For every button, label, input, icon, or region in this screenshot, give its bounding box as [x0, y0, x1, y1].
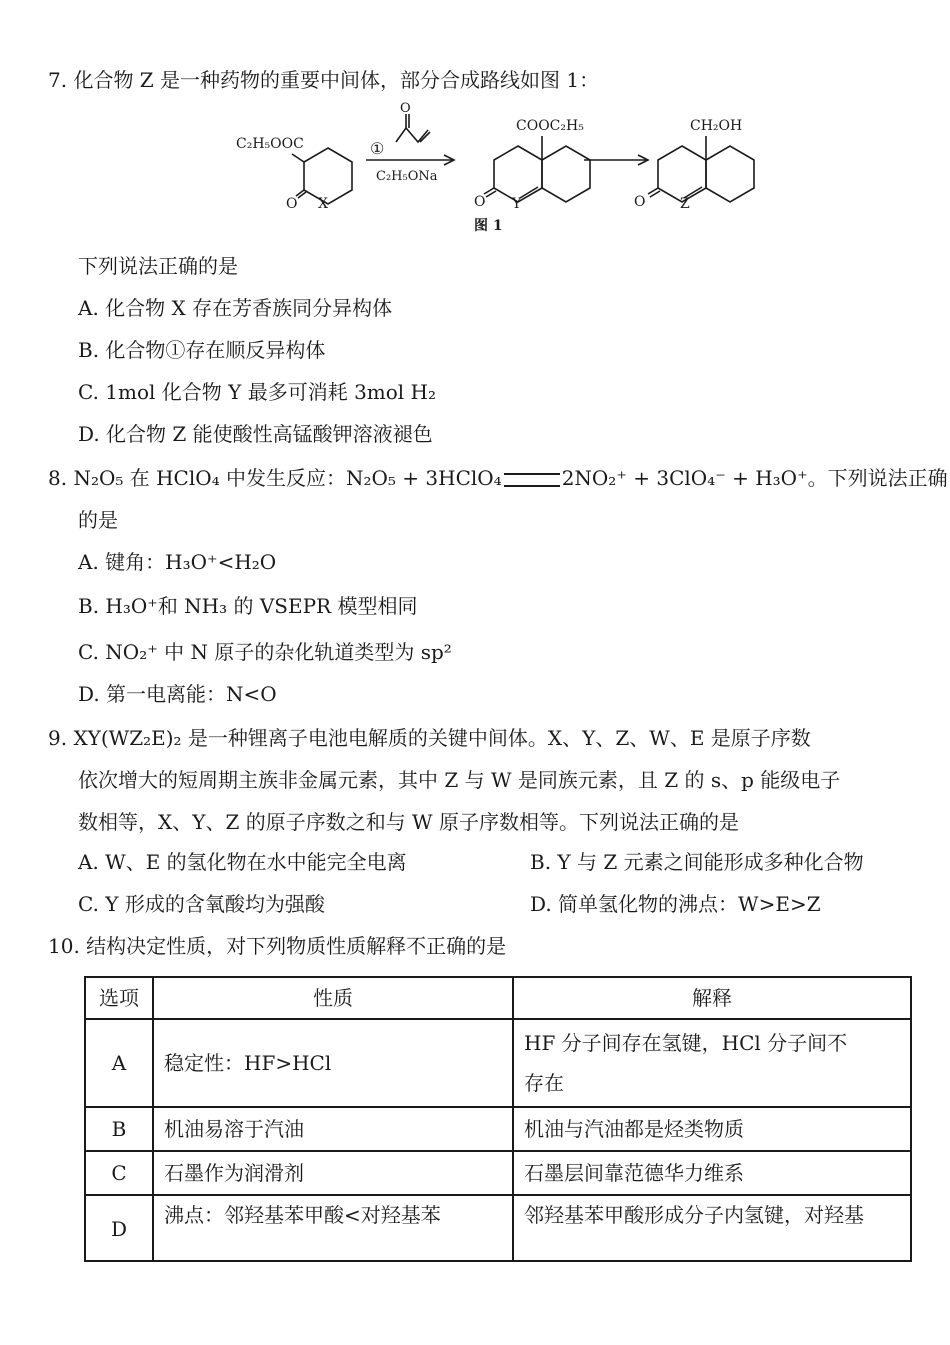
- header-option: 选项: [85, 977, 153, 1019]
- q7-option-b: B. 化合物①存在顺反异构体: [78, 338, 326, 362]
- q7-option-a: A. 化合物 X 存在芳香族同分异构体: [78, 296, 393, 320]
- compound-z-substituent: CH₂OH: [690, 118, 743, 134]
- table-header-row: [85, 977, 911, 1019]
- q7-prompt: 下列说法正确的是: [78, 254, 238, 278]
- q8-option-b: B. H₃O⁺和 NH₃ 的 VSEPR 模型相同: [78, 594, 418, 618]
- table-row: [85, 1019, 911, 1107]
- row-option: [85, 1195, 153, 1261]
- row-property: 石墨作为润滑剂: [153, 1151, 513, 1195]
- q8-stem: [48, 464, 948, 492]
- reagent-marker: ①: [370, 139, 385, 158]
- row-explanation-line2: 存在: [524, 1071, 564, 1095]
- q7-option-c: C. 1mol 化合物 Y 最多可消耗 3mol H₂: [78, 380, 437, 404]
- q7-stem: 7. 化合物 Z 是一种药物的重要中间体，部分合成路线如图 1：: [48, 68, 600, 92]
- row-option: A: [85, 1019, 153, 1107]
- row-explanation-text: 邻羟基苯甲酸形成分子内氢键，对羟基: [524, 1203, 864, 1227]
- row-property: 机油易溶于汽油: [153, 1107, 513, 1151]
- label-y: Y: [512, 196, 522, 212]
- row-explanation: [513, 1195, 911, 1261]
- compound-x-substituent: C₂H₅OOC: [236, 136, 304, 152]
- q9-option-d: D. 简单氢化物的沸点：W>E>Z: [530, 892, 821, 916]
- header-explanation: 解释: [513, 977, 911, 1019]
- q9-option-c: C. Y 形成的含氧酸均为强酸: [78, 892, 325, 916]
- q10-stem: 10. 结构决定性质，对下列物质性质解释不正确的是: [48, 934, 507, 958]
- table-row: [85, 1107, 911, 1151]
- row-option: C: [85, 1151, 153, 1195]
- reagent-oxygen: O: [400, 101, 411, 116]
- compound-y-structure: [484, 136, 590, 202]
- row-explanation: 机油与汽油都是烃类物质: [513, 1107, 911, 1151]
- q9-option-a: A. W、E 的氢化物在水中能完全电离: [78, 850, 407, 874]
- row-explanation: 石墨层间靠范德华力维系: [513, 1151, 911, 1195]
- compound-x-oxygen: O: [286, 196, 298, 212]
- q9-stem-line2: 依次增大的短周期主族非金属元素，其中 Z 与 W 是同族元素，且 Z 的 s、p 能级电子: [78, 768, 841, 792]
- table-row: [85, 1195, 911, 1261]
- compound-y-substituent: COOC₂H₅: [516, 118, 584, 134]
- compound-z-structure: [648, 136, 754, 202]
- row-property: [153, 1195, 513, 1261]
- header-property: 性质: [153, 977, 513, 1019]
- q7-option-d: D. 化合物 Z 能使酸性高锰酸钾溶液褪色: [78, 422, 433, 446]
- equals-sign: [504, 473, 560, 487]
- row-option: B: [85, 1107, 153, 1151]
- row-property: 稳定性：HF>HCl: [153, 1019, 513, 1107]
- q8-option-c: C. NO₂⁺ 中 N 原子的杂化轨道类型为 sp²: [78, 640, 452, 664]
- row-property-text: 沸点：邻羟基苯甲酸<对羟基苯: [164, 1203, 441, 1227]
- q8-stem-start: 8. N₂O₅ 在 HClO₄ 中发生反应：N₂O₅ + 3HClO₄: [48, 466, 502, 490]
- row-option-text: D: [110, 1217, 128, 1241]
- row-explanation-line1: HF 分子间存在氢键，HCl 分子间不: [524, 1031, 848, 1055]
- properties-table: [84, 976, 912, 1262]
- q8-stem-end: 2NO₂⁺ + 3ClO₄⁻ + H₃O⁺。下列说法正确: [561, 466, 948, 490]
- q9-stem-line3: 数相等，X、Y、Z 的原子序数之和与 W 原子序数相等。下列说法正确的是: [78, 810, 739, 834]
- compound-y-oxygen: O: [474, 194, 486, 210]
- reagent-condition: C₂H₅ONa: [376, 169, 438, 184]
- figure-caption: 图 1: [474, 218, 503, 234]
- q8-option-d: D. 第一电离能：N<O: [78, 682, 277, 706]
- q9-stem-line1: 9. XY(WZ₂E)₂ 是一种锂离子电池电解质的关键中间体。X、Y、Z、W、E 是原子序数: [48, 726, 811, 750]
- label-z: Z: [680, 196, 690, 212]
- q9-option-b: B. Y 与 Z 元素之间能形成多种化合物: [530, 850, 864, 874]
- compound-z-oxygen: O: [634, 194, 646, 210]
- reaction-arrow-2: [584, 155, 648, 165]
- q8-stem-line2: 的是: [78, 508, 118, 532]
- label-x: X: [318, 196, 328, 212]
- table-row: [85, 1151, 911, 1195]
- row-explanation: [513, 1019, 911, 1107]
- q8-option-a: A. 键角：H₃O⁺<H₂O: [78, 550, 277, 574]
